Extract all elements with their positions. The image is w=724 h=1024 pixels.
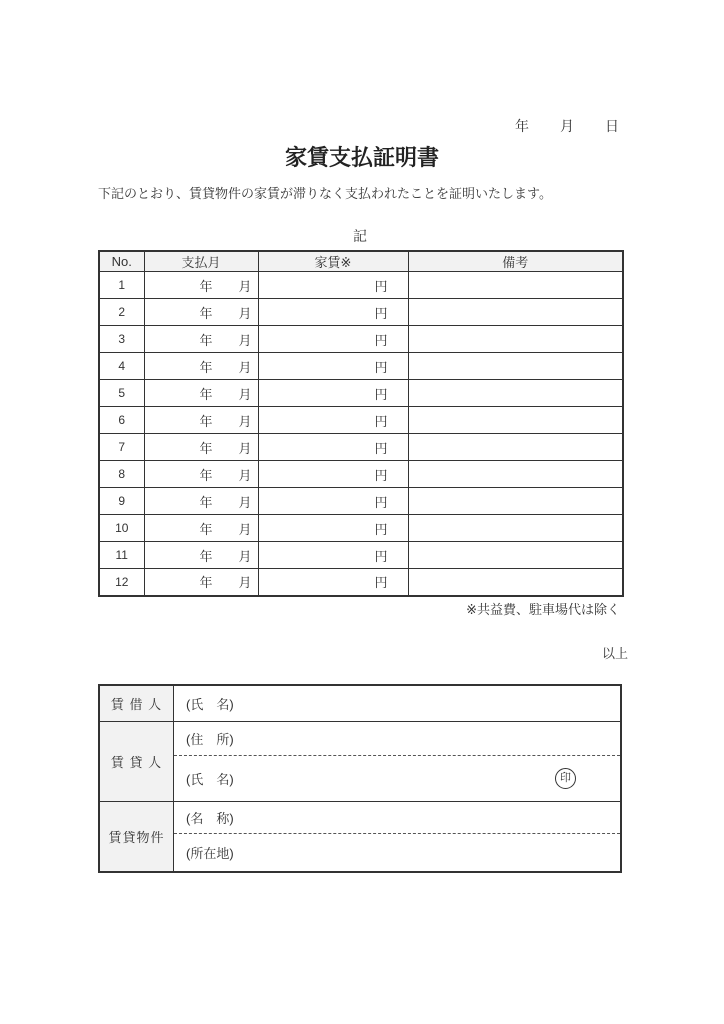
property-label: 賃貸物件	[100, 802, 174, 871]
closing-text: 以上	[601, 645, 628, 661]
payment-month-cell: 年 月	[144, 461, 258, 488]
payment-row	[99, 380, 623, 407]
payment-month-cell: 年 月	[144, 299, 258, 326]
column-header-note: 備考	[408, 251, 623, 272]
payment-month-cell: 年 月	[144, 569, 258, 596]
payment-rent-cell: 円	[258, 407, 408, 434]
payment-no-cell: 10	[99, 515, 144, 542]
payment-rent-cell: 円	[258, 515, 408, 542]
rent-footnote: ※共益費、駐車場代は除く	[466, 601, 620, 617]
payment-row	[99, 569, 623, 596]
payment-table	[98, 250, 624, 597]
payment-rent-cell: 円	[258, 461, 408, 488]
payment-note-cell	[408, 569, 623, 596]
payment-rent-cell: 円	[258, 434, 408, 461]
payment-row	[99, 461, 623, 488]
tenant-name-label: (氏 名)	[186, 696, 234, 712]
party-row-tenant	[100, 686, 620, 721]
payment-table-body	[99, 272, 623, 596]
tenant-name-field	[174, 686, 620, 721]
payment-note-cell	[408, 488, 623, 515]
property-address-field	[174, 834, 620, 871]
payment-no-cell: 2	[99, 299, 144, 326]
payment-note-cell	[408, 326, 623, 353]
payment-row	[99, 434, 623, 461]
parties-table	[98, 684, 622, 873]
section-mark: 記	[353, 228, 367, 244]
payment-no-cell: 9	[99, 488, 144, 515]
payment-row	[99, 542, 623, 569]
payment-rent-cell: 円	[258, 272, 408, 299]
payment-month-cell: 年 月	[144, 272, 258, 299]
payment-no-cell: 1	[99, 272, 144, 299]
landlord-name-label: (氏 名)	[186, 771, 234, 787]
column-header-rent: 家賃※	[258, 251, 408, 272]
payment-note-cell	[408, 407, 623, 434]
payment-rent-cell: 円	[258, 326, 408, 353]
payment-no-cell: 3	[99, 326, 144, 353]
payment-row	[99, 407, 623, 434]
payment-no-cell: 5	[99, 380, 144, 407]
payment-row	[99, 353, 623, 380]
payment-month-cell: 年 月	[144, 407, 258, 434]
payment-note-cell	[408, 542, 623, 569]
payment-rent-cell: 円	[258, 353, 408, 380]
payment-no-cell: 11	[99, 542, 144, 569]
payment-rent-cell: 円	[258, 569, 408, 596]
payment-note-cell	[408, 461, 623, 488]
payment-row	[99, 299, 623, 326]
payment-no-cell: 12	[99, 569, 144, 596]
payment-rent-cell: 円	[258, 299, 408, 326]
payment-month-cell: 年 月	[144, 434, 258, 461]
payment-month-cell: 年 月	[144, 488, 258, 515]
payment-note-cell	[408, 272, 623, 299]
payment-note-cell	[408, 380, 623, 407]
payment-note-cell	[408, 434, 623, 461]
payment-note-cell	[408, 515, 623, 542]
column-header-no: No.	[99, 251, 144, 272]
payment-note-cell	[408, 299, 623, 326]
intro-text: 下記のとおり、賃貸物件の家賃が滞りなく支払われたことを証明いたします。	[98, 186, 552, 201]
payment-month-cell: 年 月	[144, 515, 258, 542]
party-row-landlord	[100, 721, 620, 801]
payment-no-cell: 6	[99, 407, 144, 434]
date-line: 年 月 日	[515, 118, 620, 134]
payment-row	[99, 515, 623, 542]
property-name-field	[174, 802, 620, 833]
property-name-label: (名 称)	[186, 810, 234, 826]
property-address-label: (所在地)	[186, 845, 234, 861]
payment-header-row	[99, 251, 623, 272]
party-row-property	[100, 801, 620, 871]
payment-month-cell: 年 月	[144, 353, 258, 380]
landlord-label: 賃 貸 人	[100, 722, 174, 801]
landlord-address-label: (住 所)	[186, 731, 234, 747]
tenant-label: 賃 借 人	[100, 686, 174, 721]
payment-row	[99, 272, 623, 299]
payment-month-cell: 年 月	[144, 326, 258, 353]
payment-rent-cell: 円	[258, 380, 408, 407]
payment-no-cell: 7	[99, 434, 144, 461]
payment-month-cell: 年 月	[144, 542, 258, 569]
payment-row	[99, 488, 623, 515]
payment-row	[99, 326, 623, 353]
payment-no-cell: 4	[99, 353, 144, 380]
column-header-month: 支払月	[144, 251, 258, 272]
landlord-name-field	[174, 756, 620, 801]
landlord-address-field	[174, 722, 620, 755]
payment-rent-cell: 円	[258, 488, 408, 515]
payment-note-cell	[408, 353, 623, 380]
seal-icon: 印	[555, 768, 576, 789]
payment-month-cell: 年 月	[144, 380, 258, 407]
payment-no-cell: 8	[99, 461, 144, 488]
page-title: 家賃支払証明書	[284, 145, 439, 170]
payment-rent-cell: 円	[258, 542, 408, 569]
